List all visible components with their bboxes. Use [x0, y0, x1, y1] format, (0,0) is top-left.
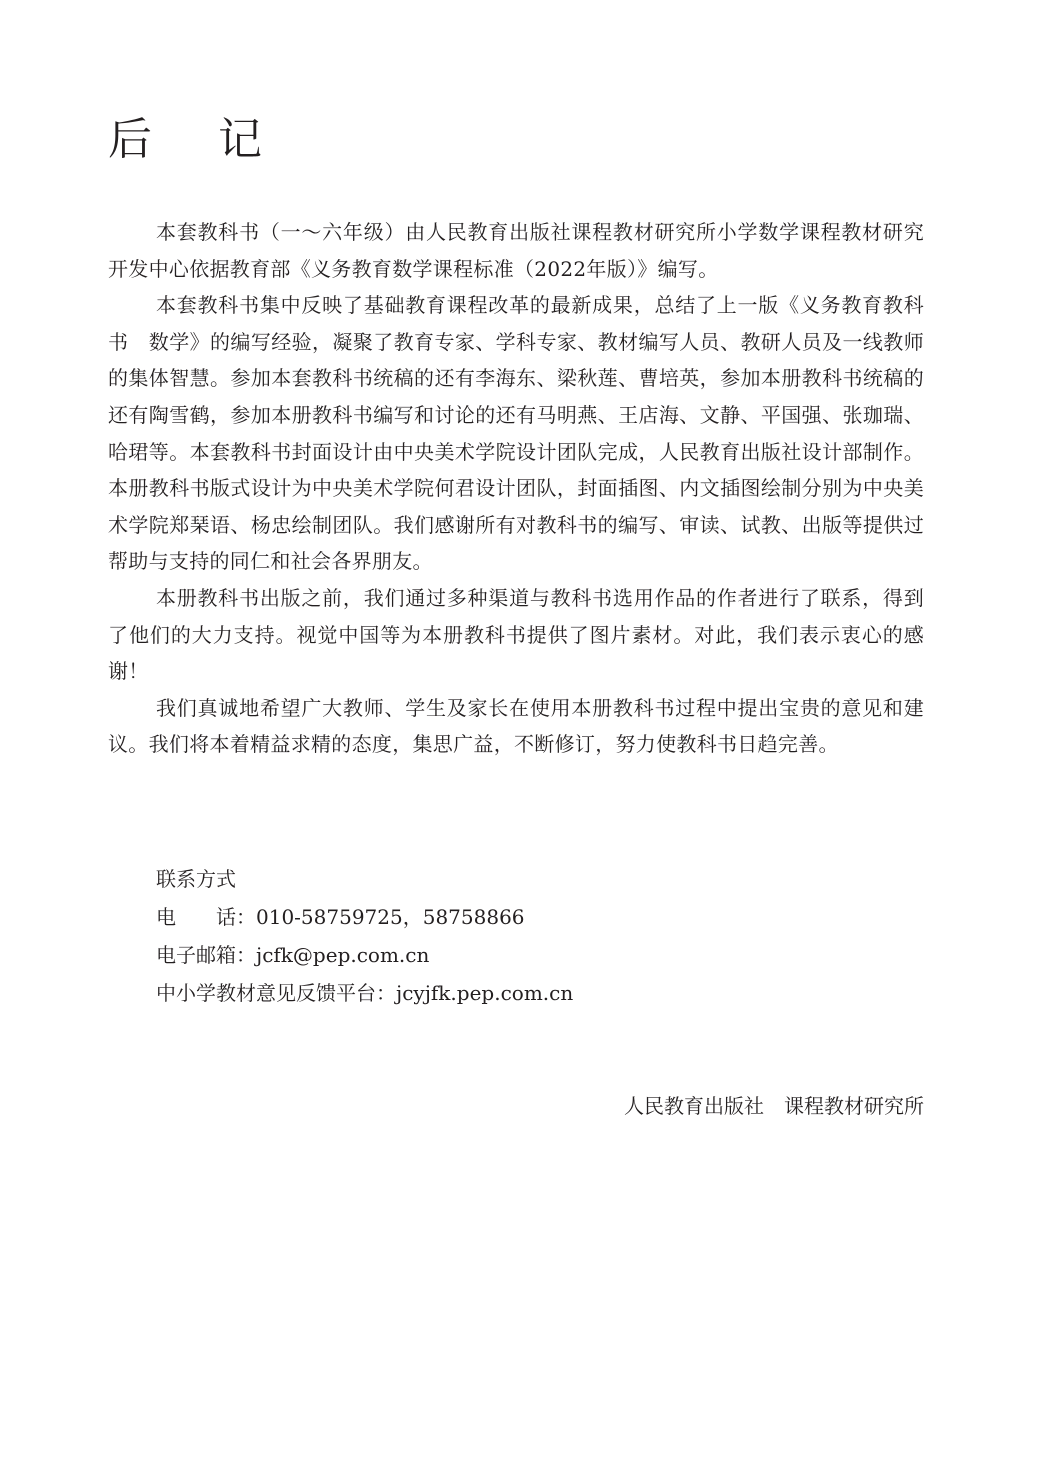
afterword-page: [108, 0, 924, 1475]
phone-label: 电 话：: [156, 905, 256, 929]
contact-email: [156, 936, 573, 974]
page-title: 后 记: [108, 114, 288, 165]
phone-value: 010-58759725，58758866: [256, 905, 525, 929]
paragraph-1: 本套教科书（一～六年级）由人民教育出版社课程教材研究所小学数学课程教材研究开发中心依据教育部《义务教育数学课程标准（2022年版）》编写。: [108, 220, 924, 281]
paragraph-3: 本册教科书出版之前，我们通过多种渠道与教科书选用作品的作者进行了联系，得到了他们的大力支持。视觉中国等为本册教科书提供了图片素材。对此，我们表示衷心的感谢！: [108, 585, 924, 684]
signature: [624, 1090, 924, 1122]
contact-phone: [156, 898, 573, 936]
contact-heading: 联系方式: [156, 867, 236, 891]
paragraph-4: 我们真诚地希望广大教师、学生及家长在使用本册教科书过程中提出宝贵的意见和建议。我们将本着精益求精的态度，集思广益，不断修订，努力使教科书日趋完善。: [108, 695, 924, 757]
email-label: 电子邮箱：: [156, 943, 256, 967]
contact-block: [156, 860, 573, 1012]
signature-institute: 课程教材研究所: [784, 1094, 924, 1118]
platform-label: 中小学教材意见反馈平台：: [156, 981, 396, 1005]
email-value: jcfk@pep.com.cn: [256, 943, 430, 967]
afterword-body: [108, 214, 924, 763]
paragraph-2: 本套教科书集中反映了基础教育课程改革的最新成果，总结了上一版《义务教育教科书 数学》的编写经验，凝聚了教育专家、学科专家、教材编写人员、教研人员及一线教师的集体智慧。参加本套教科书统稿的还有李海东、梁秋莲、曹培英，参加本册教科书统稿的还有陶雪鹤，参加本册教科书编写和讨论的还有马明燕、王店海、文静、平国强、张珈瑞、哈珺等。本套教科书封面设计由中央美术学院设计团队完成，人民教育出版社设计部制作。本册教科书版式设计为中央美术学院何君设计团队，封面插图、内文插图绘制分别为中央美术学院郑琹语、杨忠绘制团队。我们感谢所有对教科书的编写、审读、试教、出版等提供过帮助与支持的同仁和社会各界朋友。: [108, 293, 924, 574]
contact-platform: [156, 974, 573, 1012]
signature-publisher: 人民教育出版社: [624, 1094, 764, 1118]
platform-value: jcyjfk.pep.com.cn: [396, 981, 574, 1005]
